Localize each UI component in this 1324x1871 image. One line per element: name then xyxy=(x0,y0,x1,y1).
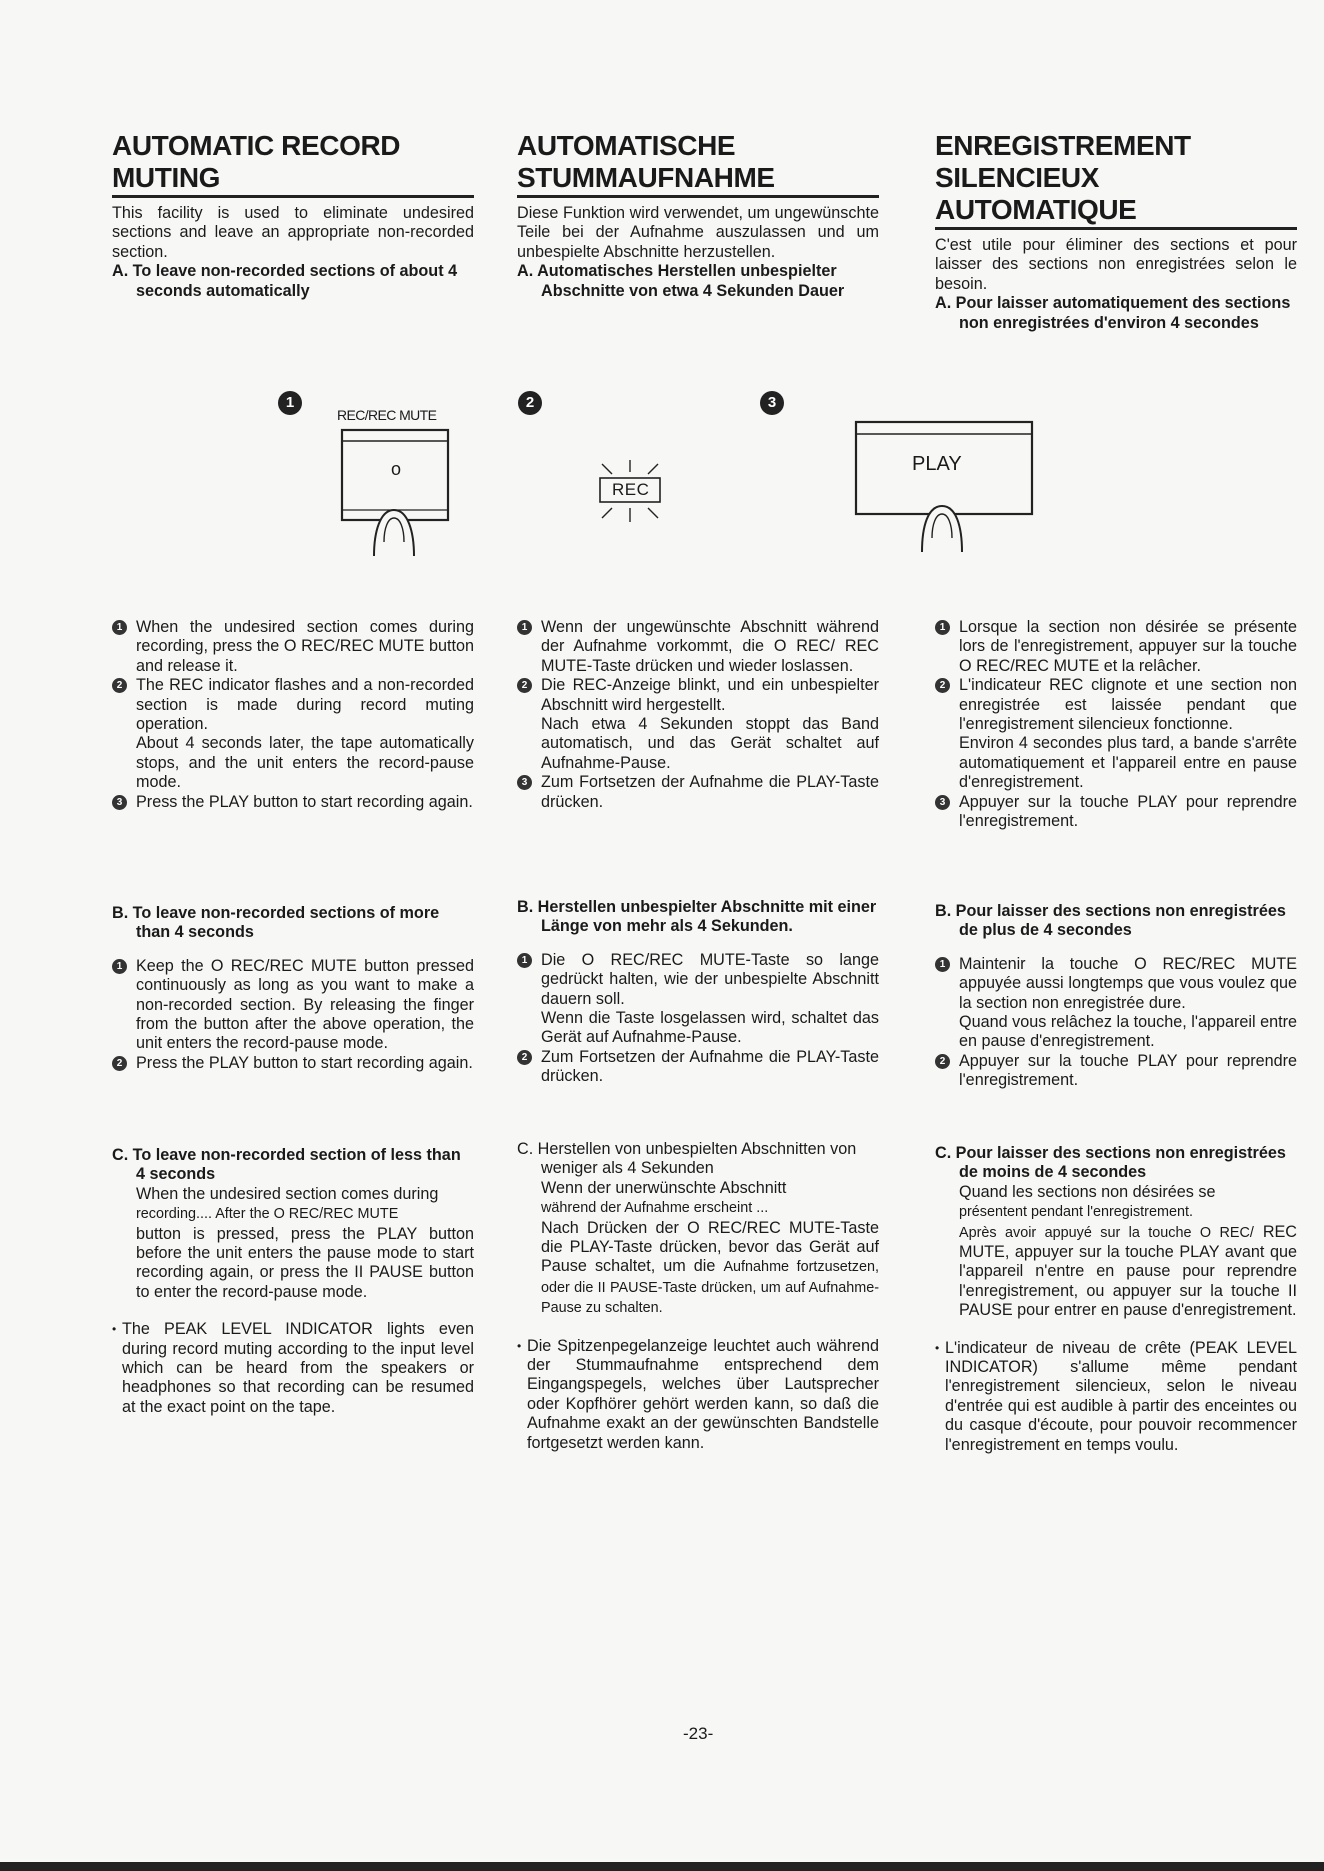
list-item xyxy=(112,618,474,676)
german-section-c xyxy=(517,1140,879,1453)
text-line: When the undesired section comes during xyxy=(136,1184,439,1203)
german-title: AUTOMATISCHE STUMMAUFNAHME xyxy=(517,130,879,198)
text-line: während der Aufnahme erscheint ... xyxy=(541,1200,769,1217)
figure-step-1-number: 1 xyxy=(278,391,302,415)
french-section-b-heading: B. Pour laisser des sections non enregistrées de plus de 4 secondes xyxy=(935,902,1286,940)
rec-button-symbol: o xyxy=(391,459,402,479)
french-section-c xyxy=(935,1144,1297,1455)
list-item xyxy=(112,1054,474,1073)
step-text: Appuyer sur la touche PLAY pour reprendre l'enregistrement. xyxy=(959,1051,1297,1090)
english-section-c-text xyxy=(112,1185,474,1302)
page-number: -23- xyxy=(683,1724,714,1743)
step-text: Press the PLAY button to start recording again. xyxy=(136,1053,473,1072)
english-section-c xyxy=(112,1146,474,1417)
rec-indicator-text: REC xyxy=(612,480,650,499)
english-intro: This facility is used to eliminate undesired sections and leave an appropriate non-recorded section. xyxy=(112,204,474,261)
step-number-badge: 2 xyxy=(112,678,127,693)
rec-mute-label: REC/REC MUTE xyxy=(337,407,437,423)
french-title xyxy=(935,130,1297,230)
step-number-badge: 1 xyxy=(517,620,532,635)
step-text: The REC indicator flashes and a non-recorded section is made during record muting operation. xyxy=(136,676,474,734)
step-text: When the undesired section comes during recording, press the O REC/REC MUTE button and release it. xyxy=(136,618,474,675)
step-number-badge: 2 xyxy=(935,1054,950,1069)
step-number-badge: 3 xyxy=(517,775,532,790)
text-line: Aufnahme fortzusetzen, oder die II PAUSE-Taste drücken, um auf Aufnahme-Pause zu schalten. xyxy=(541,1259,879,1317)
rec-mute-button-illustration xyxy=(330,424,460,564)
german-note: • Die Spitzenpegelanzeige leuchtet auch während der Stummaufnahme entsprechend dem Eingangspegels, welches über Lautsprecher oder Kopfhörer gehört werden kann, so daß die Aufnahme exakt an der gewünschten Bandstelle fortgesetzt werden kann. xyxy=(517,1337,879,1453)
list-item xyxy=(517,618,879,676)
step-text: Die REC-Anzeige blinkt, und ein unbespielter Abschnitt wird hergestellt. xyxy=(541,676,879,714)
english-note: • The PEAK LEVEL INDICATOR lights even during record muting according to the input level which can be heard from the speakers or headphones so that recording can be resumed at the exact point on the tape. xyxy=(112,1320,474,1417)
text-line: recording.... After the O REC/REC MUTE xyxy=(136,1206,399,1223)
german-section-c-text xyxy=(517,1179,879,1319)
step-text: Wenn der ungewünschte Abschnitt während der Aufnahme vorkommt, die O REC/ REC MUTE-Taste drücken und wieder loslassen. xyxy=(541,618,879,675)
list-item xyxy=(517,951,879,1048)
french-section-c-text xyxy=(935,1183,1297,1321)
french-intro: C'est utile pour éliminer des sections et pour laisser des sections non enregistrées selon le besoin. xyxy=(935,236,1297,293)
step-text: Keep the O REC/REC MUTE button pressed continuously as long as you want to make a non-recorded section. By releasing the finger from the button after the above operation, the unit enters the record-pause mode. xyxy=(136,956,474,1053)
english-section-a-steps xyxy=(112,618,474,812)
step-text: L'indicateur REC clignote et une section non enregistrée est laissée pendant que l'enregistrement silencieux fonctionne. xyxy=(959,676,1297,734)
text-line: Après avoir appuyé sur la touche O REC/ xyxy=(959,1224,1254,1241)
english-section-a-heading: A. To leave non-recorded sections of about 4 seconds automatically xyxy=(112,262,458,300)
german-column xyxy=(517,130,879,301)
list-item xyxy=(517,773,879,812)
text-line: Quand les sections non désirées se xyxy=(959,1182,1216,1201)
step-number-badge: 3 xyxy=(935,795,950,810)
list-item xyxy=(112,957,474,1054)
title-line: ENREGISTREMENT xyxy=(935,130,1191,161)
step-number-badge: 3 xyxy=(112,795,127,810)
german-section-c-heading: C. Herstellen von unbespielten Abschnitten von weniger als 4 Sekunden xyxy=(517,1140,857,1178)
english-section-b-heading: B. To leave non-recorded sections of more than 4 seconds xyxy=(112,904,440,942)
step-text: Appuyer sur la touche PLAY pour reprendre l'enregistrement. xyxy=(959,792,1297,831)
step-number-badge: 1 xyxy=(112,959,127,974)
french-section-b xyxy=(935,902,1297,1091)
step-text: Zum Fortsetzen der Aufnahme die PLAY-Taste drücken. xyxy=(541,1047,879,1086)
list-item xyxy=(112,793,474,812)
step-text-continued: Wenn die Taste losgelassen wird, schaltet das Gerät auf Aufnahme-Pause. xyxy=(541,1009,879,1047)
list-item xyxy=(935,676,1297,792)
step-number-badge: 2 xyxy=(517,678,532,693)
figure-step-3-number: 3 xyxy=(760,391,784,415)
french-section-c-heading: C. Pour laisser des sections non enregistrées de moins de 4 secondes xyxy=(935,1144,1286,1182)
english-section-c-heading: C. To leave non-recorded section of less than 4 seconds xyxy=(112,1146,461,1184)
english-section-b xyxy=(112,904,474,1073)
step-number-badge: 2 xyxy=(935,678,950,693)
step-text: Maintenir la touche O REC/REC MUTE appuyée aussi longtemps que vous voulez que la section non enregistrée dure. xyxy=(959,954,1297,1012)
german-section-a-steps xyxy=(517,618,879,812)
english-column xyxy=(112,130,474,301)
text-line: REC MUTE, appuyer sur la touche PLAY avant que l'appareil n'entre en pause pour reprendre l'enregistrement, ou appuyer sur la touche II PAUSE pour entrer en pause d'enregistrement. xyxy=(959,1222,1297,1320)
german-intro: Diese Funktion wird verwendet, um ungewünschte Teile bei der Aufnahme auszulassen und um unbespielte Abschnitte herzustellen. xyxy=(517,204,879,261)
step-number-badge: 1 xyxy=(112,620,127,635)
list-item xyxy=(517,1048,879,1087)
french-section-a-heading: A. Pour laisser automatiquement des sections non enregistrées d'environ 4 secondes xyxy=(935,294,1291,332)
list-item xyxy=(935,955,1297,1052)
german-section-a-heading: A. Automatisches Herstellen unbespielter Abschnitte von etwa 4 Sekunden Dauer xyxy=(517,262,845,300)
list-item xyxy=(935,618,1297,676)
german-section-b-heading: B. Herstellen unbespielter Abschnitte mit einer Länge von mehr als 4 Sekunden. xyxy=(517,898,877,936)
list-item xyxy=(517,676,879,773)
french-note: • L'indicateur de niveau de crête (PEAK LEVEL INDICATOR) s'allume même pendant l'enregistrement silencieux, selon le niveau d'entrée qui est audible à partir des enceintes ou du casque d'écoute, pour pouvoir recommencer l'enregistrement en temps voulu. xyxy=(935,1339,1297,1455)
list-item xyxy=(935,1052,1297,1091)
step-text-continued: About 4 seconds later, the tape automatically stops, and the unit enters the record-pause mode. xyxy=(136,734,474,792)
step-number-badge: 1 xyxy=(935,957,950,972)
step-number-badge: 2 xyxy=(517,1050,532,1065)
step-text: Die O REC/REC MUTE-Taste so lange gedrückt halten, wie der unbespielte Abschnitt dauern soll. xyxy=(541,950,879,1008)
list-item xyxy=(935,793,1297,832)
play-button-label: PLAY xyxy=(912,453,962,475)
english-title: AUTOMATIC RECORD MUTING xyxy=(112,130,474,198)
step-number-badge: 2 xyxy=(112,1056,127,1071)
step-text-continued: Environ 4 secondes plus tard, a bande s'arrête automatiquement et l'appareil entre en pause d'enregistrement. xyxy=(959,734,1297,792)
scan-bottom-edge xyxy=(0,1862,1324,1871)
step-text-continued: Nach etwa 4 Sekunden stoppt das Band automatisch, und das Gerät schaltet auf Aufnahme-Pause. xyxy=(541,715,879,772)
text-line: button is pressed, press the PLAY button before the unit enters the pause mode to start recording again, or press the II PAUSE button to enter the record-pause mode. xyxy=(136,1224,474,1301)
list-item xyxy=(112,676,474,792)
figure-step-2-number: 2 xyxy=(518,391,542,415)
play-button-illustration xyxy=(848,418,1038,558)
step-number-badge: 1 xyxy=(517,953,532,968)
step-text: Zum Fortsetzen der Aufnahme die PLAY-Taste drücken. xyxy=(541,773,879,811)
text-line: présentent pendant l'enregistrement. xyxy=(959,1204,1193,1221)
title-line: SILENCIEUX AUTOMATIQUE xyxy=(935,162,1137,225)
text-line: Wenn der unerwünschte Abschnitt xyxy=(541,1178,787,1197)
french-column xyxy=(935,130,1297,333)
step-text: Press the PLAY button to start recording again. xyxy=(136,792,473,811)
text-line: Nach Drücken der O REC/REC MUTE-Taste die PLAY-Taste drücken, bevor das Gerät auf Pause schaltet, um die xyxy=(541,1218,879,1276)
french-section-a-steps xyxy=(935,618,1297,831)
german-section-b xyxy=(517,898,879,1087)
step-number-badge: 1 xyxy=(935,620,950,635)
step-text: Lorsque la section non désirée se présente lors de l'enregistrement, appuyer sur la touche O REC/REC MUTE et la relâcher. xyxy=(959,618,1297,675)
step-text-continued: Quand vous relâchez la touche, l'appareil entre en pause d'enregistrement. xyxy=(959,1013,1297,1051)
